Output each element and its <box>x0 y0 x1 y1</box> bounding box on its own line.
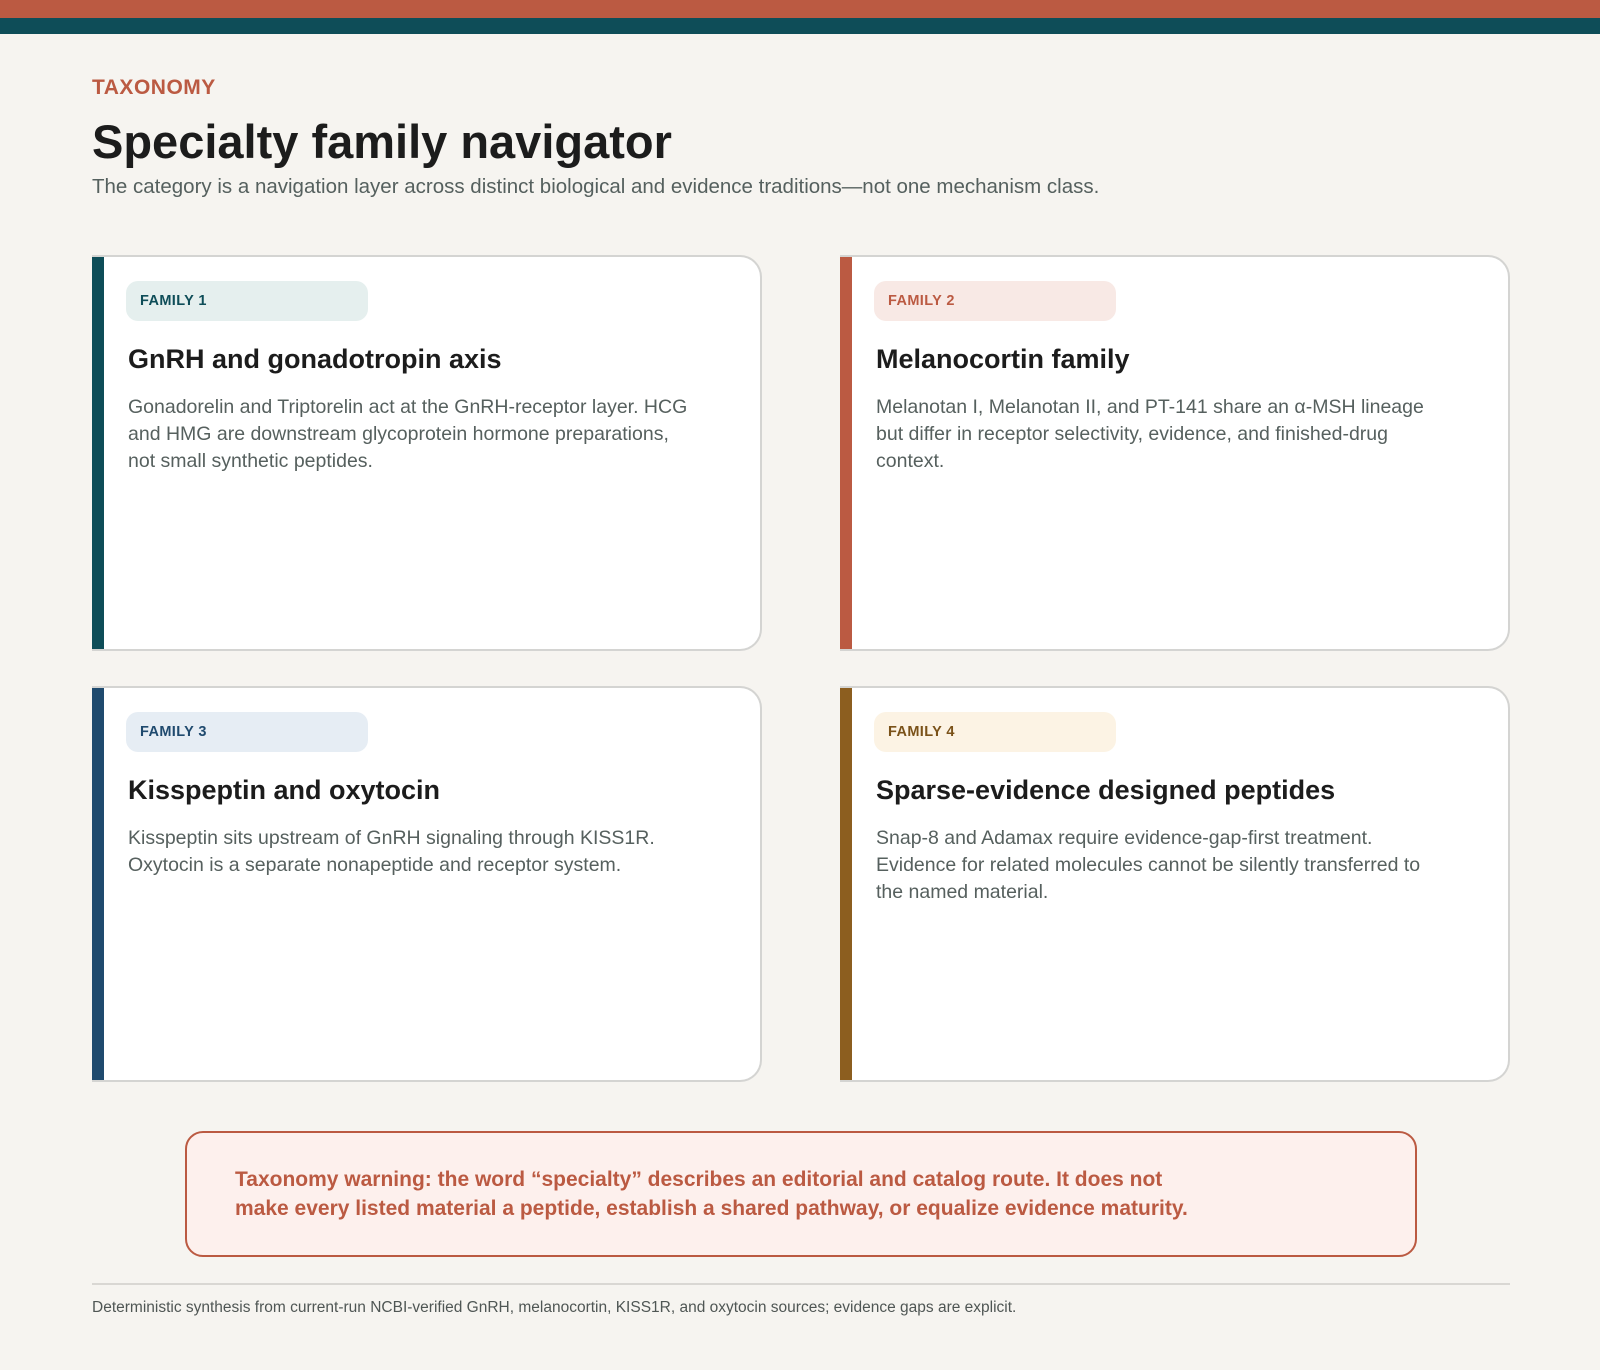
footer-note: Deterministic synthesis from current-run NCBI-verified GnRH, melanocortin, KISS1R, and oxytocin sources; evidence gaps are explicit. <box>92 1299 1017 1316</box>
card-title: Melanocortin family <box>876 344 1130 374</box>
card-description: Gonadorelin and Triptorelin act at the GnRH-receptor layer. HCG and HMG are downstream glycoprotein hormone preparations, not small synthetic peptides. <box>128 396 688 472</box>
card-accent-bar <box>840 257 852 649</box>
card-accent-bar <box>92 257 104 649</box>
card-title: GnRH and gonadotropin axis <box>128 344 502 374</box>
footer-divider <box>92 1283 1510 1285</box>
family-tag: FAMILY 1 <box>126 281 368 321</box>
card-title: Sparse-evidence designed peptides <box>876 775 1336 805</box>
top-accent-bar-teal <box>0 18 1600 34</box>
card-description: Melanotan I, Melanotan II, and PT-141 share an α-MSH lineage but differ in receptor selectivity, evidence, and finished-drug context. <box>876 396 1424 472</box>
family-card-3 <box>92 686 762 1082</box>
taxonomy-warning-box <box>185 1131 1417 1257</box>
family-tag: FAMILY 3 <box>126 712 368 752</box>
top-accent-bar-rust <box>0 0 1600 18</box>
family-card-4 <box>840 686 1510 1082</box>
card-accent-bar <box>92 688 104 1080</box>
family-tag: FAMILY 4 <box>874 712 1116 752</box>
page-title: Specialty family navigator <box>92 115 672 168</box>
card-description: Snap-8 and Adamax require evidence-gap-first treatment. Evidence for related molecules cannot be silently transferred to the named material. <box>876 827 1421 903</box>
family-card-2 <box>840 255 1510 651</box>
family-card-1 <box>92 255 762 651</box>
warning-text: Taxonomy warning: the word “specialty” describes an editorial and catalog route. It does not make every listed material a peptide, establish a shared pathway, or equalize evidence maturity. <box>235 1168 1188 1220</box>
card-accent-bar <box>840 688 852 1080</box>
card-description: Kisspeptin sits upstream of GnRH signaling through KISS1R. Oxytocin is a separate nonapeptide and receptor system. <box>128 827 655 876</box>
eyebrow-label: TAXONOMY <box>92 76 216 99</box>
card-title: Kisspeptin and oxytocin <box>128 775 441 805</box>
page-subtitle: The category is a navigation layer across distinct biological and evidence traditions—not one mechanism class. <box>92 175 1100 198</box>
family-tag: FAMILY 2 <box>874 281 1116 321</box>
